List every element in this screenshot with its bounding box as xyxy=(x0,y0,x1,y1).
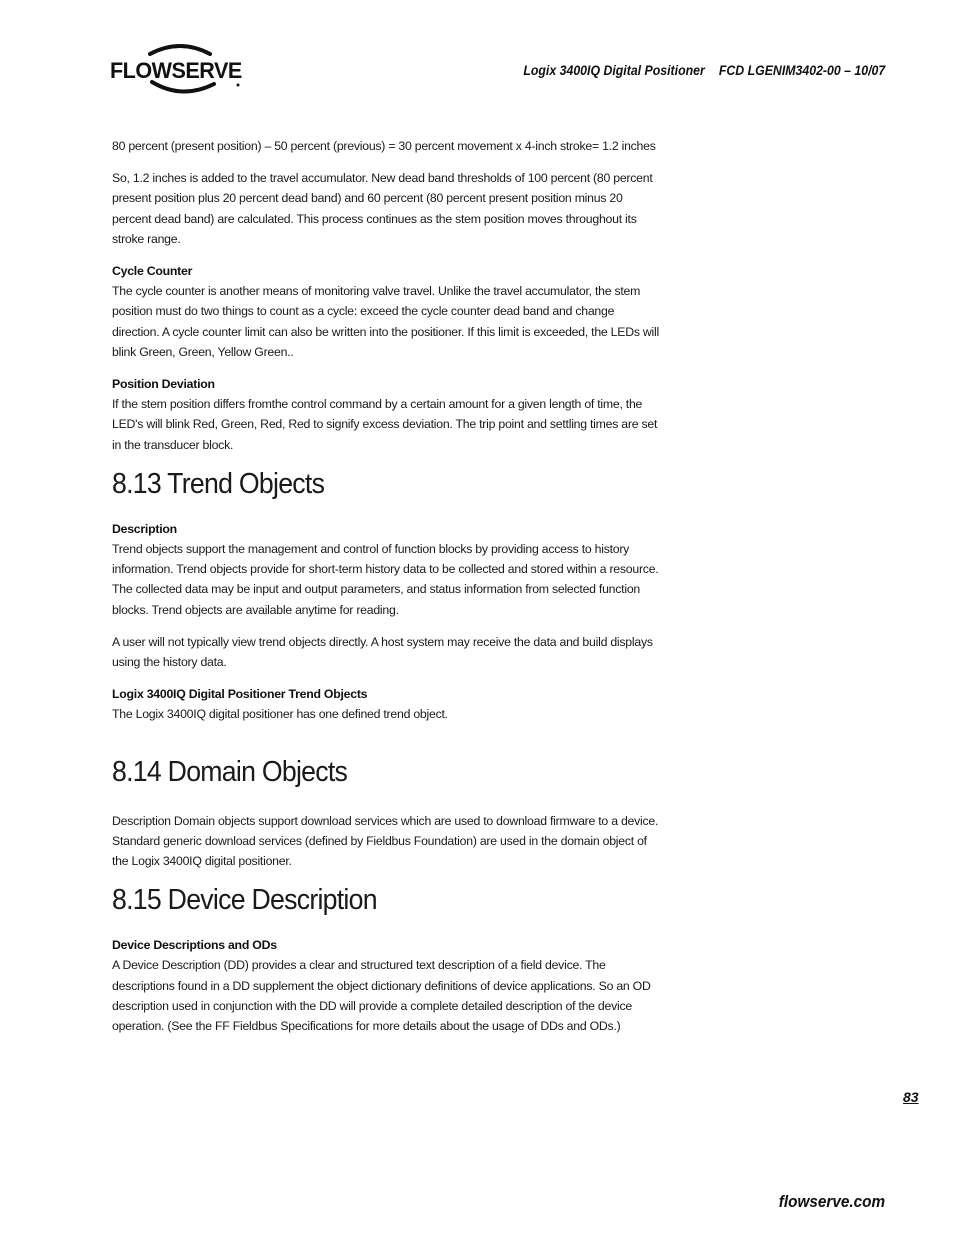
section-8-14-title: 8.14 Domain Objects xyxy=(112,755,348,788)
cycle-counter-section xyxy=(112,261,660,362)
product-name: Logix 3400IQ Digital Positioner xyxy=(523,62,705,78)
position-deviation-section xyxy=(112,374,660,455)
section-8-13-title: 8.13 Trend Objects xyxy=(112,467,325,500)
trend-objects-body: The Logix 3400IQ digital positioner has one defined trend object. xyxy=(112,707,448,722)
intro-paragraph-1: 80 percent (present position) – 50 percent (previous) = 30 percent movement x 4-inch stroke= 1.2 inches xyxy=(112,139,656,153)
trend-objects-subheading: Logix 3400IQ Digital Positioner Trend Objects xyxy=(112,687,368,702)
trend-description-heading: Description xyxy=(112,521,177,536)
device-descriptions-heading: Device Descriptions and ODs xyxy=(112,938,277,953)
cycle-counter-heading: Cycle Counter xyxy=(112,264,193,279)
device-descriptions-body: A Device Description (DD) provides a clear and structured text description of a field device. The descriptions found in a DD supplement the object dictionary definitions of device applications. So an OD description used in conjunction with the DD will provide a complete detailed description of the device operation. (See the FF Fieldbus Specifications for more details about the usage of DDs and ODs.) xyxy=(112,958,651,1034)
position-deviation-heading: Position Deviation xyxy=(112,377,215,392)
document-header xyxy=(523,62,885,78)
intro-paragraph-2: So, 1.2 inches is added to the travel accumulator. New dead band thresholds of 100 percent (80 percent present position plus 20 percent dead band) and 60 percent (80 percent present position minus 20 percent dead band) are calculated. This process continues as the stem position moves throughout its stroke range. xyxy=(112,171,653,246)
trend-objects-section xyxy=(112,519,660,725)
domain-objects-body: Description Domain objects support download services which are used to download firmware to a device. Standard generic download services (defined by Fieldbus Foundation) are used in the domain object of the Logix 3400IQ digital positioner. xyxy=(112,813,659,869)
position-deviation-body: If the stem position differs fromthe control command by a certain amount for a given length of time, the LED's will blink Red, Green, Red, Red to signify excess deviation. The trip point and settling times are set in the transducer block. xyxy=(112,397,658,452)
logo-wordmark: FLOWSERVE xyxy=(110,58,242,83)
flowserve-logo xyxy=(110,40,250,96)
cycle-counter-body: The cycle counter is another means of monitoring valve travel. Unlike the travel accumulator, the stem position must do two things to count as a cycle: exceed the cycle counter dead band and change direction. A cycle counter limit can also be written into the positioner. If this limit is exceeded, the LEDs will blink Green, Green, Yellow Green.. xyxy=(112,284,659,359)
trend-paragraph-2: A user will not typically view trend objects directly. A host system may receive the data and build displays using the history data. xyxy=(112,634,653,670)
trend-description-body: Trend objects support the management and control of function blocks by providing access to history information. Trend objects provide for short-term history data to be collected and stored within a resource. The collected data may be input and output parameters, and status information from selected function blocks. Trend objects are available anytime for reading. xyxy=(112,542,659,617)
page-content xyxy=(112,136,660,1048)
footer-url[interactable]: flowserve.com xyxy=(778,1192,885,1211)
document-code: FCD LGENIM3402-00 – 10/07 xyxy=(718,62,885,78)
section-8-15-title: 8.15 Device Description xyxy=(112,884,377,917)
page-number: 83 xyxy=(903,1089,919,1105)
